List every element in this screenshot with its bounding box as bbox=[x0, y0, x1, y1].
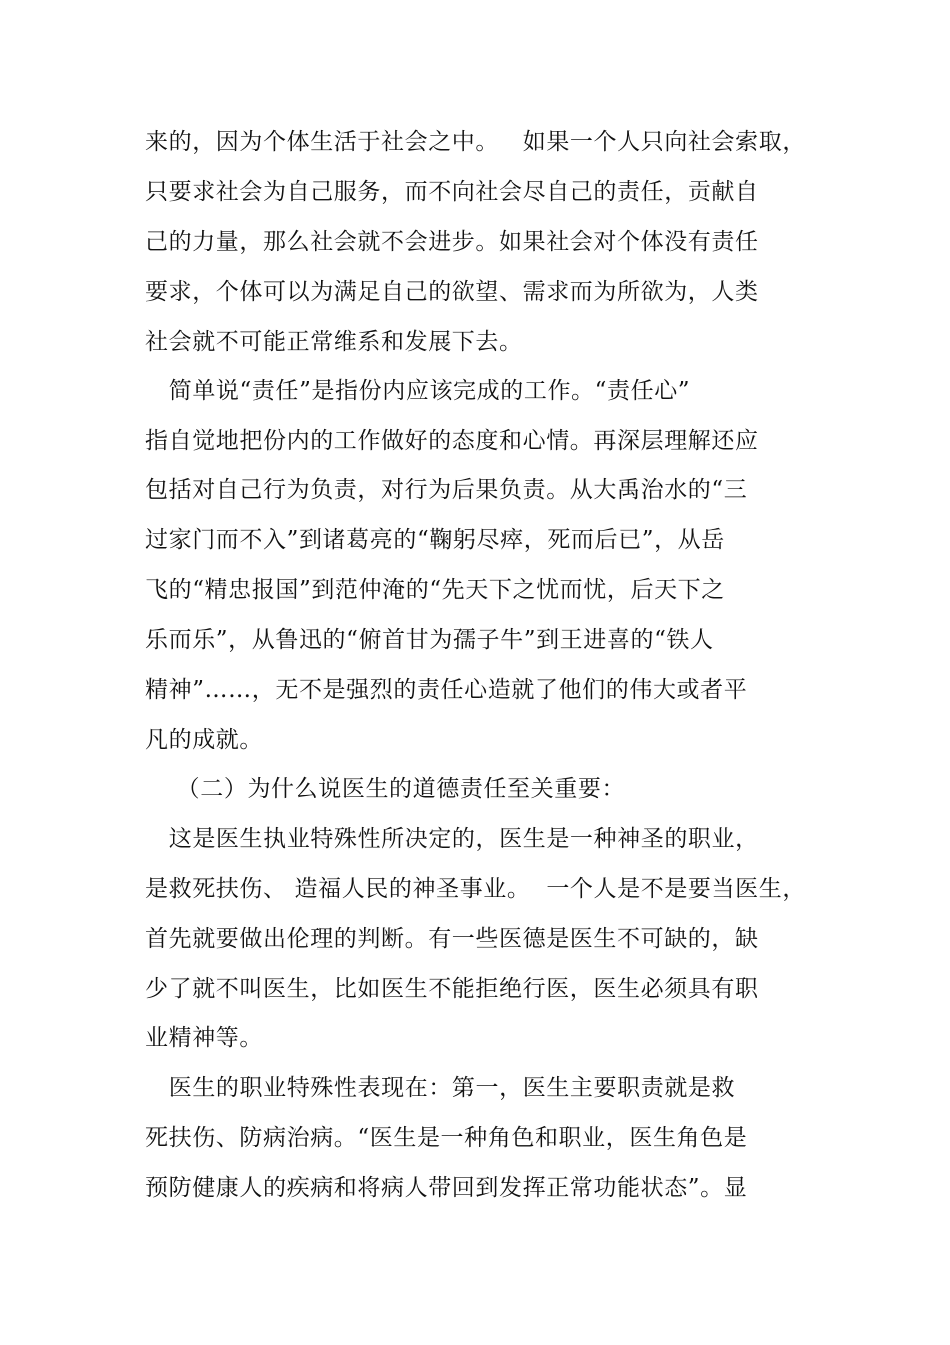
text-line: 指自觉地把份内的工作做好的态度和心情。再深层理解还应 bbox=[145, 428, 759, 454]
text-line: 社会就不可能正常维系和发展下去。 bbox=[145, 329, 523, 355]
text-line: 医生的职业特殊性表现在：第一，医生主要职责就是救 bbox=[145, 1075, 736, 1101]
text-line: 这是医生执业特殊性所决定的，医生是一种神圣的职业， bbox=[145, 826, 759, 852]
text-line: 精神”……，无不是强烈的责任心造就了他们的伟大或者平 bbox=[145, 677, 748, 703]
text-line: 少了就不叫医生，比如医生不能拒绝行医，医生必须具有职 bbox=[145, 976, 759, 1002]
text-line: 是救死扶伤、 造福人民的神圣事业。 一个人是不是要当医生， bbox=[145, 876, 806, 902]
text-line: 首先就要做出伦理的判断。有一些医德是医生不可缺的，缺 bbox=[145, 926, 759, 952]
text-line: 凡的成就。 bbox=[145, 727, 263, 753]
text-line: 乐而乐”，从鲁迅的“俯首甘为孺子牛”到王进喜的“铁人 bbox=[145, 627, 714, 653]
text-line: 己的力量，那么社会就不会进步。如果社会对个体没有责任 bbox=[145, 229, 759, 255]
section-heading: （二）为什么说医生的道德责任至关重要： bbox=[145, 776, 626, 802]
text-line: 来的，因为个体生活于社会之中。 如果一个人只向社会索取， bbox=[145, 129, 806, 155]
text-line: 预防健康人的疾病和将病人带回到发挥正常功能状态”。显 bbox=[145, 1175, 748, 1201]
text-line: 过家门而不入”到诸葛亮的“鞠躬尽瘁，死而后已”，从岳 bbox=[145, 527, 725, 553]
text-line: 包括对自己行为负责，对行为后果负责。从大禹治水的“三 bbox=[145, 477, 748, 503]
text-line: 飞的“精忠报国”到范仲淹的“先天下之忧而忧，后天下之 bbox=[145, 577, 725, 603]
text-line: 要求，个体可以为满足自己的欲望、需求而为所欲为，人类 bbox=[145, 279, 759, 305]
text-line: 业精神等。 bbox=[145, 1025, 263, 1051]
text-line: 简单说“责任”是指份内应该完成的工作。“责任心” bbox=[145, 378, 691, 404]
text-line: 只要求社会为自己服务，而不向社会尽自己的责任，贡献自 bbox=[145, 179, 759, 205]
text-line: 死扶伤、防病治病。“医生是一种角色和职业，医生角色是 bbox=[145, 1125, 748, 1151]
